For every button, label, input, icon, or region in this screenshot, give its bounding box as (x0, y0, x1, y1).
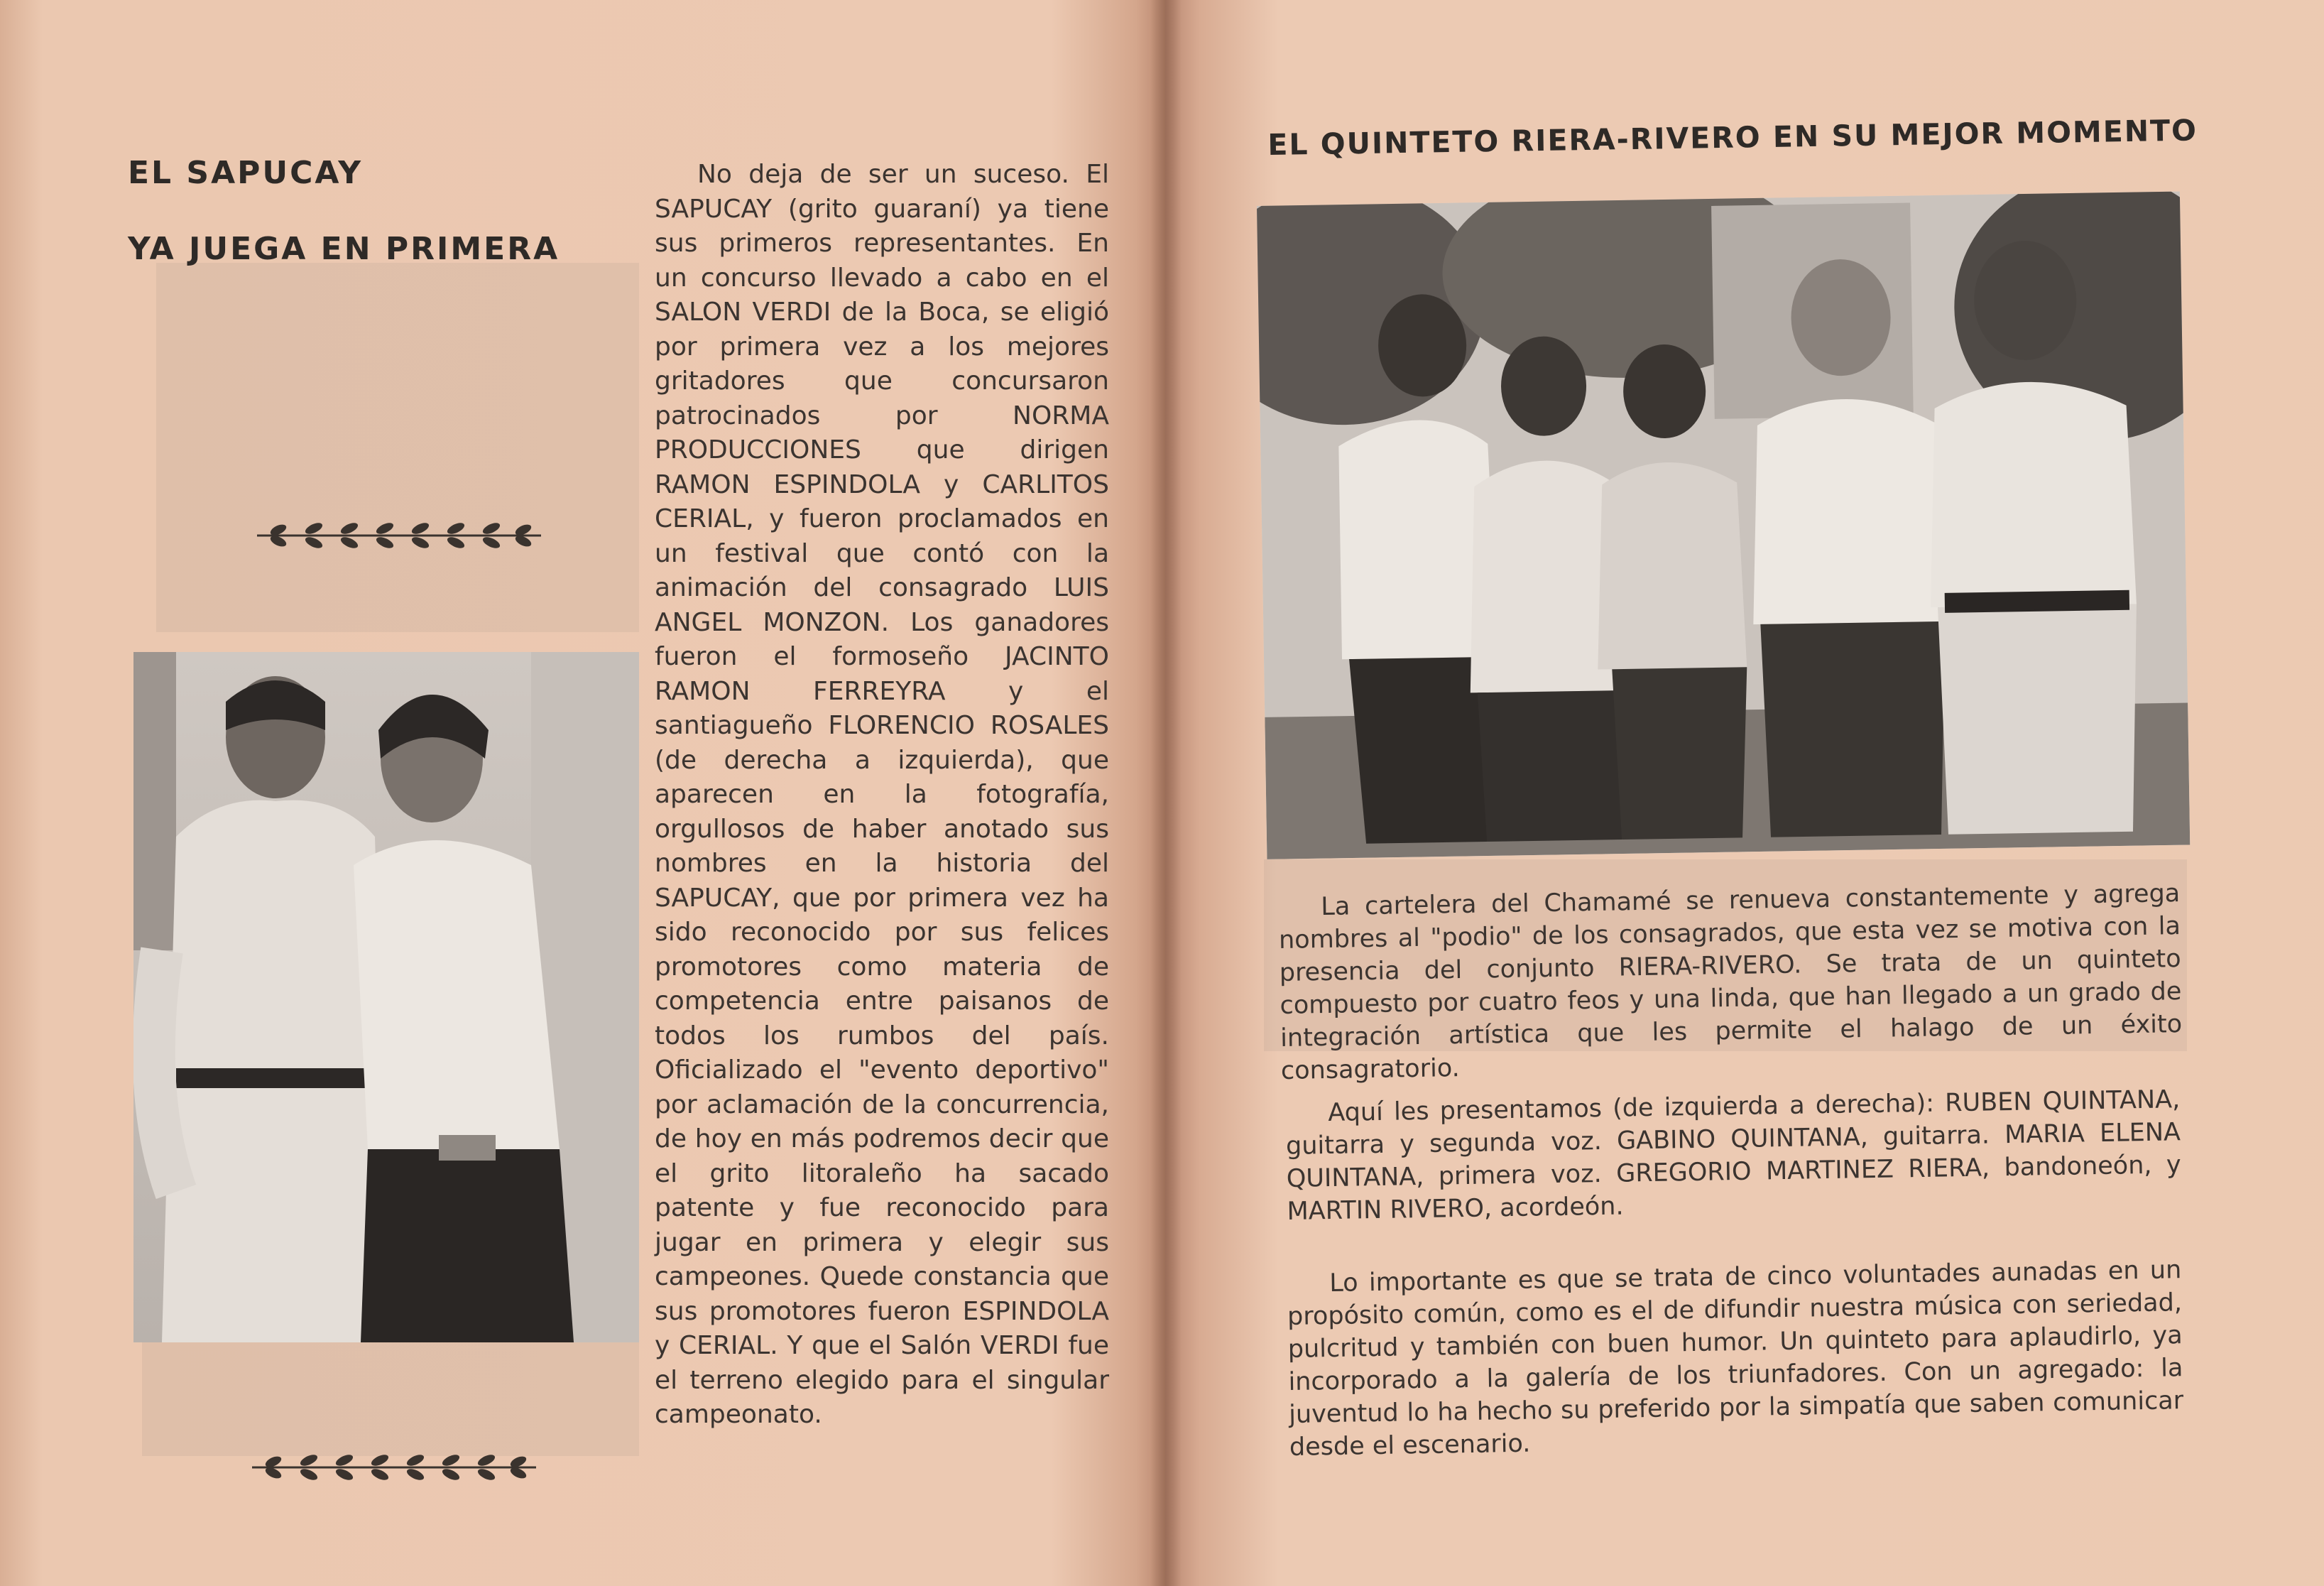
photo-quinteto-riera-rivero (1257, 192, 2190, 859)
sapucay-article-text: No deja de ser un suceso. El SAPUCAY (grito guaraní) ya tiene sus primeros representantes. En un concurso llevado a cabo en el SALON VERDI de la Boca, se eligió por primera vez a los mejores gritadores que concursaron patrocinados por NORMA PRODUCCIONES que dirigen RAMON ESPINDOLA y CARLITOS CERIAL, y fueron proclamados en un festival que contó con la animación del consagrado LUIS ANGEL MONZON. Los ganadores fueron el formoseño JACINTO RAMON FERREYRA y el santiagueño FLORENCIO ROSALES (de derecha a izquierda), que aparecen en la fotografía, orgullosos de haber anotado sus nombres en la historia del SAPUCAY, que por primera vez ha sido reconocido por sus felices promotores como materia de competencia entre paisanos de todos los rumbos del país. Oficializado el "evento deportivo" por aclamación de la concurrencia, de hoy en más podremos decir que el grito litoraleño ha sacado patente y fue reconocido para jugar en primera y elegir sus campeones. Quede constancia que sus promotores fueron ESPINDOLA y CERIAL. Y que el Salón VERDI fue el terreno elegido para el singular campeonato. (655, 160, 1109, 1429)
quinteto-paragraph-1: La cartelera del Chamamé se renueva constantemente y agrega nombres al "podio" de los consagrados, que esta vez se motiva con la presencia del conjunto RIERA-RIVERO. Se trata de un quinteto compuesto por cuatro feos y una linda, que han llegado a un grado de integración artística que les permite el halago de un éxito consagratorio. (1278, 879, 2183, 1085)
quinteto-paragraph-3: Lo importante es que se trata de cinco voluntades aunadas en un propósito común, como es el de difundir nuestra música con seriedad, pulcritud y también con buen humor. Un quinteto para aplaudirlo, ya incorporado a la galería de los triunfadores. Con un agregado: la juventud lo ha hecho su preferido por la simpatía que saben comunicar desde el escenario. (1287, 1256, 2184, 1462)
headline-line-1: EL SAPUCAY (128, 155, 364, 191)
quinteto-paragraph-2: Aquí les presentamos (de izquierda a derecha): RUBEN QUINTANA, guitarra y segunda voz. GABINO QUINTANA, guitarra. MARIA ELENA QUINTANA, primera voz. GREGORIO MARTINEZ RIERA, bandoneón, y MARTIN RIVERO, acordeón. (1285, 1085, 2181, 1226)
right-page (1164, 0, 2324, 1586)
book-gutter (1150, 0, 1182, 1586)
quinteto-headline: EL QUINTETO RIERA-RIVERO EN SU MEJOR MOMENTO (1267, 113, 2198, 162)
bleed-through-shadow (156, 263, 639, 632)
photo-sapucay-winners (133, 652, 639, 1342)
leaf-ornament-bottom (245, 1446, 543, 1489)
headline-line-2: YA JUEGA EN PRIMERA (128, 231, 560, 267)
leaf-ornament-top (250, 513, 548, 555)
